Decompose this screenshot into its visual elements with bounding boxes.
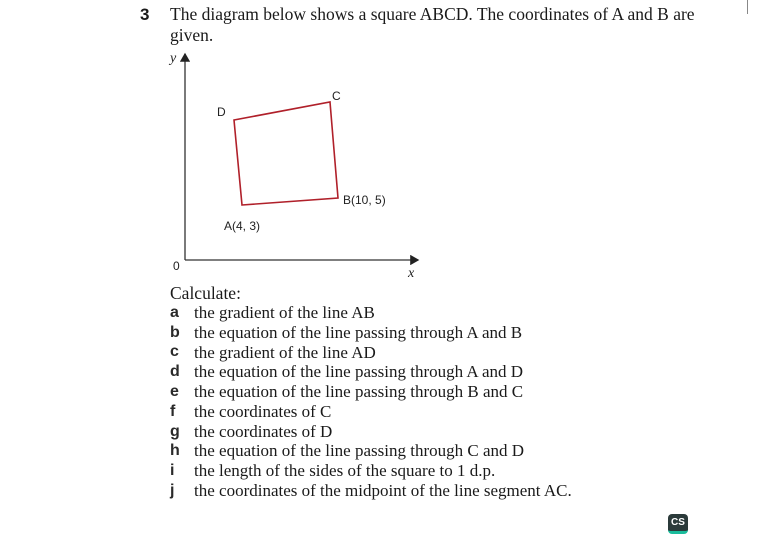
parts-list xyxy=(166,303,572,501)
y-axis-label: y xyxy=(170,51,177,66)
x-axis-label: x xyxy=(408,266,415,278)
part-letter: c xyxy=(170,343,179,361)
page-edge-mark xyxy=(747,0,748,14)
part-text: the coordinates of C xyxy=(194,401,332,421)
part-text: the coordinates of D xyxy=(194,421,333,441)
part-letter: e xyxy=(170,383,179,401)
calculate-label: Calculate: xyxy=(170,283,241,303)
part-letter: g xyxy=(170,422,180,440)
list-item xyxy=(166,422,572,442)
part-text: the length of the sides of the square to 1 d.p. xyxy=(194,461,496,481)
list-item xyxy=(166,323,572,343)
list-item xyxy=(166,402,572,422)
part-text: the equation of the line passing through C and D xyxy=(194,441,525,461)
part-letter: f xyxy=(170,402,176,420)
part-text: the equation of the line passing through B and C xyxy=(194,382,524,402)
list-item xyxy=(166,303,572,323)
camscanner-badge: CS xyxy=(668,514,688,534)
question-number: 3 xyxy=(140,5,150,24)
part-letter: b xyxy=(170,323,180,341)
list-item xyxy=(166,442,572,462)
part-letter: a xyxy=(170,303,179,321)
list-item xyxy=(166,343,572,363)
vertex-label-a: A(4, 3) xyxy=(224,219,261,233)
part-letter: j xyxy=(170,482,175,500)
part-text: the equation of the line passing through A and B xyxy=(194,322,523,342)
part-letter: d xyxy=(170,363,180,381)
vertex-label-c: C xyxy=(332,89,341,103)
list-item xyxy=(166,382,572,402)
part-text: the equation of the line passing through A and D xyxy=(194,362,524,382)
square-diagram xyxy=(160,46,440,278)
list-item xyxy=(166,481,572,501)
part-letter: i xyxy=(170,462,175,480)
vertex-label-d: D xyxy=(217,105,226,119)
square-abcd xyxy=(234,102,338,205)
part-text: the coordinates of the midpoint of the line segment AC. xyxy=(194,481,572,501)
vertex-label-b: B(10, 5) xyxy=(343,193,386,207)
origin-label: 0 xyxy=(173,259,180,273)
part-letter: h xyxy=(170,442,180,460)
list-item xyxy=(166,362,572,382)
list-item xyxy=(166,461,572,481)
part-text: the gradient of the line AD xyxy=(194,342,376,362)
part-text: the gradient of the line AB xyxy=(194,302,375,322)
question-stem: The diagram below shows a square ABCD. The coordinates of A and B are given. xyxy=(170,4,695,45)
